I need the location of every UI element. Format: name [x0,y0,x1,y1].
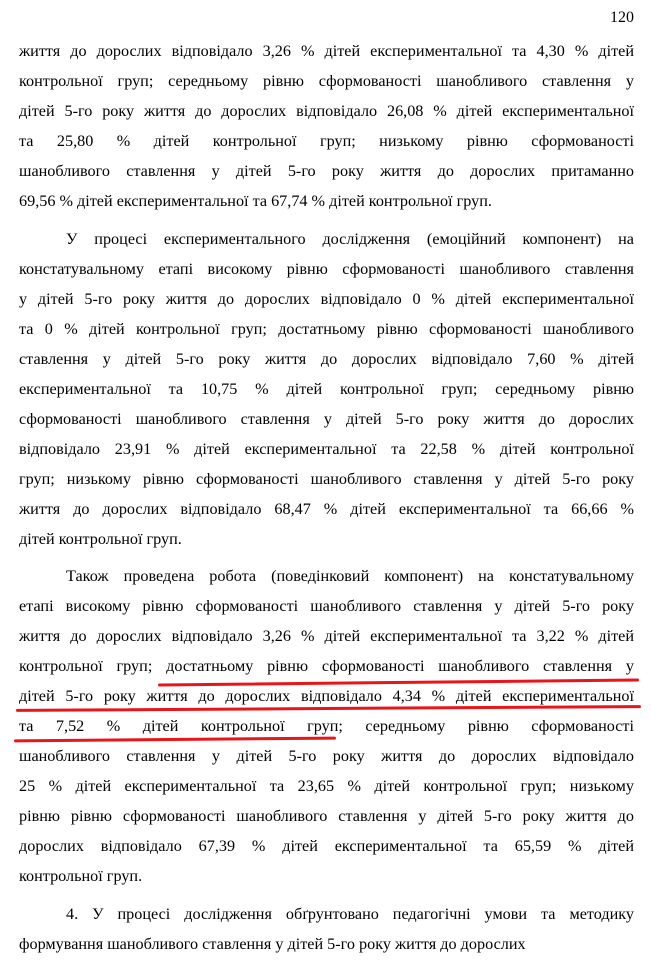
text-line: груп; низькому рівню сформованості шанобливого ставлення у дітей 5-го року [19,469,634,488]
text-line: сформованості шанобливого ставлення у дітей 5-го року життя до дорослих [19,409,634,428]
text-line: життя до дорослих відповідало 3,26 % дітей експериментальної та 3,22 % дітей [19,627,634,645]
text-line: контрольної груп. [19,867,143,885]
text-line: дорослих відповідало 67,39 % дітей експериментальної та 65,59 % дітей [19,837,634,855]
paragraph-gap [19,554,634,562]
text-line: етапі високому рівню сформованості шанобливого ставлення у дітей 5-го року [19,597,634,615]
text-line: формування шанобливого ставлення у дітей 5-го року життя до дорослих [19,934,526,953]
text-line: 69,56 % дітей експериментальної та 67,74 % дітей контрольної груп. [19,192,492,210]
paragraph-2 [19,224,634,554]
text-line: дітей 5-го року життя до дорослих відповідало 26,08 % дітей експериментальної [19,102,634,120]
paragraph-1 [19,36,634,216]
text-line: дітей 5-го року життя до дорослих відповідало 4,34 % дітей експериментальної [19,687,634,705]
text-line: у дітей 5-го року життя до дорослих відповідало 0 % дітей експериментальної [19,289,634,308]
text-line: життя до дорослих відповідало 68,47 % дітей експериментальної та 66,66 % [19,499,634,518]
text-line: життя до дорослих відповідало 3,26 % дітей експериментальної та 4,30 % дітей [19,42,634,60]
text-line: контрольної груп; достатньому рівню сформованості шанобливого ставлення у [19,657,634,675]
paragraph-gap [19,216,634,224]
text-line: експериментальної та 10,75 % дітей контрольної груп; середньому рівню [19,379,634,398]
text-line: У процесі експериментального дослідження (емоційний компонент) на [66,229,634,248]
text-line: Також проведена робота (поведінковий компонент) на констатувальному [66,567,634,585]
body-text [19,36,634,959]
text-line: дітей контрольної груп. [19,529,182,548]
paragraph-3 [19,561,634,891]
text-line: шанобливого ставлення у дітей 5-го року життя до дорослих притаманно [19,162,634,180]
text-line: рівню рівню сформованості шанобливого ставлення у дітей 5-го року життя до [19,807,634,825]
text-line: 25 % дітей експериментальної та 23,65 % дітей контрольної груп; низькому [19,777,634,795]
text-line: шанобливого ставлення у дітей 5-го року життя до дорослих відповідало [19,747,634,765]
text-line: контрольної груп; середньому рівню сформованості шанобливого ставлення у [19,72,634,90]
text-line: констатувальному етапі високому рівню сформованості шанобливого ставлення [19,259,634,278]
text-line: 4. У процесі дослідження обґрунтовано педагогічні умови та методику [66,904,634,923]
paragraph-gap [19,891,634,899]
text-line: та 0 % дітей контрольної груп; достатньому рівню сформованості шанобливого [19,319,634,338]
text-line: відповідало 23,91 % дітей експериментальної та 22,58 % дітей контрольної [19,439,634,458]
text-line: та 25,80 % дітей контрольної груп; низькому рівню сформованості [19,132,634,150]
paragraph-4 [19,899,634,959]
text-line: та 7,52 % дітей контрольної груп; середньому рівню сформованості [19,717,634,735]
page-number: 120 [610,9,634,26]
text-line: ставлення у дітей 5-го року життя до дорослих відповідало 7,60 % дітей [19,349,634,368]
